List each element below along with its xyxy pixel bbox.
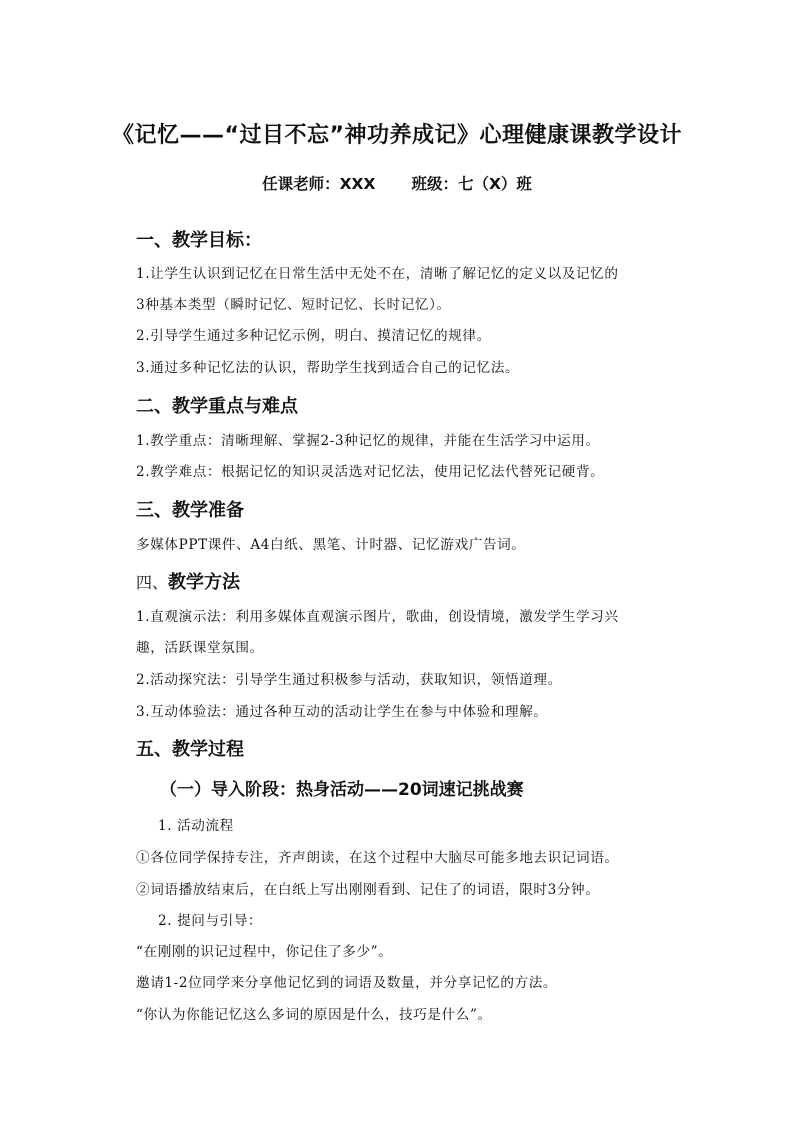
paragraph-line: 1.直观演示法：利用多媒体直观演示图片，歌曲，创设情境，激发学生学习兴 [136,609,619,625]
paragraph-line: 2.教学难点：根据记忆的知识灵活选对记忆法，使用记忆法代替死记硬背。 [136,464,605,480]
paragraph-line: ①各位同学保持专注，齐声朗读，在这个过程中大脑尽可能多地去识记词语。 [136,850,619,866]
paragraph-line: 3.通过多种记忆法的认识，帮助学生找到适合自己的记忆法。 [136,360,520,376]
teacher-class-line [0,172,794,194]
paragraph-line: 3种基本类型（瞬时记忆、短时记忆、长时记忆）。 [136,297,451,313]
class-info: 班级：七（X）班 [411,175,532,193]
section-heading-key-points: 二、教学重点与难点 [136,396,298,417]
section-prefix: 四、 [136,573,169,592]
paragraph-line: 1.教学重点：清晰理解、掌握2-3种记忆的规律，并能在生活学习中运用。 [136,433,600,449]
paragraph-line: 2.引导学生通过多种记忆示例，明白、摸清记忆的规律。 [136,328,491,344]
paragraph-line: 邀请1-2位同学来分享他记忆到的词语及数量，并分享记忆的方法。 [136,975,558,991]
paragraph-line: 趣，活跃课堂氛围。 [136,640,264,656]
sub-heading-intro: （一）导入阶段：热身活动——20词速记挑战赛 [160,780,524,800]
section-heading-text: 教学方法 [168,572,241,593]
paragraph-line: “你认为你能记忆这么多词的原因是什么，技巧是什么”。 [136,1007,492,1023]
document-title: 《记忆——“过目不忘”神功养成记》心理健康课教学设计 [112,123,682,148]
section-heading-methods [136,568,240,594]
paragraph-line: 1.让学生认识到记忆在日常生活中无处不在，清晰了解记忆的定义以及记忆的 [136,266,619,282]
section-heading-preparation: 三、教学准备 [136,500,244,521]
paragraph-line: “在刚刚的识记过程中，你记住了多少”。 [136,944,393,960]
paragraph-line: 多媒体PPT课件、A4白纸、黑笔、计时器、记忆游戏广告词。 [136,537,526,553]
paragraph-line: 2. 提问与引导： [158,913,263,929]
paragraph-line: 2.活动探究法：引导学生通过积极参与活动，获取知识，领悟道理。 [136,672,562,688]
section-heading-objectives: 一、教学目标： [136,230,262,251]
paragraph-line: 1. 活动流程 [158,818,234,834]
paragraph-line: 3.互动体验法：通过各种互动的活动让学生在参与中体验和理解。 [136,704,548,720]
section-heading-process: 五、教学过程 [136,739,244,760]
paragraph-line: ②词语播放结束后，在白纸上写出刚刚看到、记住了的词语，限时3分钟。 [136,882,600,898]
teacher-name: 任课老师：XXX [262,175,376,193]
